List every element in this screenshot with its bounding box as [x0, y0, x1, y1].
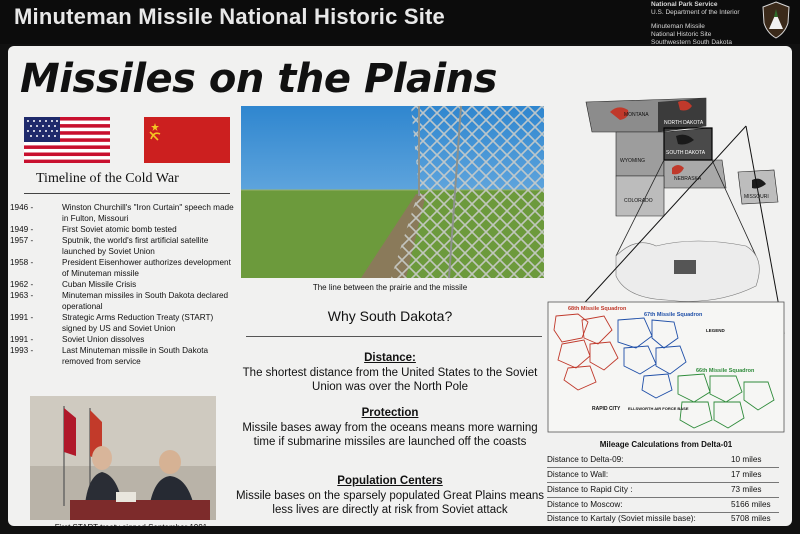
mileage-value: 5166 miles	[731, 500, 771, 509]
section-text-protection: Missile bases away from the oceans means more warning time if submarine missiles are launched off the coasts	[242, 422, 538, 448]
map-label-north-dakota: NORTH DAKOTA	[664, 120, 704, 126]
mileage-row	[547, 455, 783, 467]
squadron-68-label: 68th Missile Squadron	[568, 306, 627, 312]
timeline-year: 1993 -	[10, 346, 34, 355]
squadron-66-label: 66th Missile Squadron	[696, 368, 755, 374]
map-label-wyoming: WYOMING	[620, 158, 645, 164]
map-label-ellsworth: ELLSWORTH AIR FORCE BASE	[628, 406, 689, 411]
timeline-entry	[10, 334, 237, 345]
timeline-year: 1991 -	[10, 313, 34, 322]
section-heading-distance: Distance:	[364, 352, 416, 364]
mileage-label: Distance to Wall:	[547, 470, 609, 479]
map-legend: LEGEND	[706, 328, 725, 333]
squadron-67-label: 67th Missile Squadron	[644, 312, 703, 318]
timeline-entry	[10, 235, 237, 257]
timeline-title: Timeline of the Cold War	[36, 171, 179, 186]
soviet-flag	[144, 117, 230, 163]
timeline-event: First Soviet atomic bomb tested	[62, 225, 177, 234]
mileage-label: Distance to Kartaly (Soviet missile base):	[547, 514, 696, 523]
why-heading: Why South Dakota?	[327, 308, 453, 324]
timeline-year: 1962 -	[10, 280, 34, 289]
timeline-divider	[24, 193, 230, 194]
timeline-entry	[10, 279, 237, 290]
mileage-label: Distance to Rapid City :	[547, 485, 633, 494]
site-title: Minuteman Missile National Historic Site	[14, 4, 445, 29]
missile-field-map	[548, 302, 784, 432]
mileage-value: 73 miles	[731, 485, 762, 494]
timeline-year: 1958 -	[10, 258, 34, 267]
timeline-year: 1963 -	[10, 291, 34, 300]
treaty-signing-photo	[30, 396, 216, 520]
agency-department: U.S. Department of the Interior	[651, 9, 740, 16]
map-label-colorado: COLORADO	[624, 198, 653, 204]
prairie-fence-photo	[241, 106, 544, 278]
timeline-entry	[10, 257, 237, 279]
section-heading-population: Population Centers	[337, 475, 443, 487]
us-flag	[24, 117, 110, 163]
timeline-event: Last Minuteman missile in South Dakota removed from service	[62, 346, 209, 366]
mileage-value: 10 miles	[731, 455, 762, 464]
timeline-entry	[10, 290, 237, 312]
timeline-event: Minuteman missiles in South Dakota declared operational	[62, 291, 229, 311]
agency-name: National Park Service	[651, 1, 718, 8]
timeline-entry	[10, 345, 237, 367]
timeline-list	[10, 202, 237, 367]
sign-title: Missiles on the Plains	[20, 56, 497, 102]
unit-name-3: Southwestern South Dakota	[651, 39, 732, 46]
mileage-value: 5708 miles	[731, 514, 771, 523]
unit-name-2: National Historic Site	[651, 31, 712, 38]
timeline-year: 1946 -	[10, 203, 34, 212]
timeline-year: 1957 -	[10, 236, 34, 245]
map-label-nebraska: NEBRASKA	[674, 176, 702, 182]
mileage-row	[547, 470, 783, 482]
section-text-distance: The shortest distance from the United States to the Soviet Union was over the North Pole	[242, 367, 538, 393]
why-divider	[246, 336, 542, 337]
timeline-year: 1949 -	[10, 225, 34, 234]
nps-credit	[651, 1, 761, 47]
mileage-label: Distance to Moscow:	[547, 500, 623, 509]
photo-caption: First START treaty signed September 1991	[54, 523, 208, 532]
timeline-event: President Eisenhower authorizes development of Minuteman missile	[62, 258, 231, 278]
mileage-value: 17 miles	[731, 470, 762, 479]
timeline-event: Cuban Missile Crisis	[62, 280, 137, 289]
header-bar	[0, 0, 800, 44]
section-heading-protection: Protection	[361, 407, 419, 419]
map-label-rapid-city: RAPID CITY	[592, 406, 621, 412]
timeline-year: 1991 -	[10, 335, 34, 344]
timeline-entry	[10, 312, 237, 334]
mileage-row	[547, 514, 783, 526]
section-text-population: Missile bases on the sparsely populated Great Plains means less lives are directly at risk from Soviet attack	[235, 490, 545, 516]
mileage-title: Mileage Calculations from Delta-01	[599, 440, 733, 449]
map-label-montana: MONTANA	[624, 112, 649, 118]
mileage-row	[547, 485, 783, 497]
timeline-event: Sputnik, the world's first artificial satellite launched by Soviet Union	[62, 236, 209, 256]
fence-photo-caption: The line between the prairie and the missile	[312, 283, 468, 292]
timeline-entry	[10, 224, 237, 235]
nps-arrowhead-logo	[761, 1, 791, 39]
mileage-row	[547, 500, 783, 512]
regional-map	[546, 86, 786, 334]
mileage-label: Distance to Delta-09:	[547, 455, 624, 464]
interpretive-sign	[8, 46, 792, 532]
map-label-south-dakota: SOUTH DAKOTA	[666, 150, 706, 156]
map-label-missouri: MISSOURI	[744, 194, 769, 200]
timeline-entry	[10, 202, 237, 224]
timeline-event: Soviet Union dissolves	[62, 335, 145, 344]
timeline-event: Winston Churchill's "Iron Curtain" speech made in Fulton, Missouri	[62, 203, 234, 223]
timeline-event: Strategic Arms Reduction Treaty (START) signed by US and Soviet Union	[62, 313, 214, 333]
unit-name-1: Minuteman Missile	[651, 23, 705, 30]
